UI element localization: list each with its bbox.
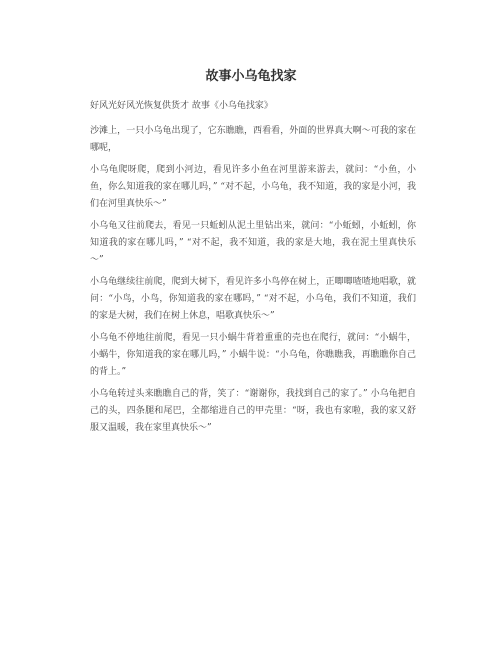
document-body [90,98,416,442]
paragraph-intro: 好风光好风光恢复供货才 故事《小乌龟找家》 [90,101,273,111]
paragraph: 小乌龟继续往前爬，爬到大树下，看见许多小鸟停在树上，正唧唧喳喳地唱歌，就问：“小鸟，小鸟，你知道我的家在哪吗，” “对不起，小乌龟，我们不知道，我们的家是大树，我们在树上休息，唱歌真快乐～” [90,277,416,321]
document-title: 故事小乌龟找家 [205,69,297,84]
paragraph: 沙滩上，一只小乌龟出现了，它东瞧瞧，西看看，外面的世界真大啊～可我的家在哪呢， [90,126,416,153]
paragraph: 小乌龟不停地往前爬，看见一只小蜗牛背着重重的壳也在爬行，就问：“小蜗牛，小蜗牛，你知道我的家在哪儿吗，” 小蜗牛说：“小乌龟，你瞧瞧我，再瞧瞧你自己的背上。” [90,333,416,377]
paragraph: 小乌龟转过头来瞧瞧自己的背，笑了：“谢谢你，我找到自己的家了。” 小乌龟把自己的头，四条腿和尾巴，全都缩进自己的甲壳里：“呀，我也有家啦，我的家又舒服又温暖，我在家里真快乐～” [90,389,416,433]
paragraph: 小乌龟爬呀爬，爬到小河边，看见许多小鱼在河里游来游去，就问：“小鱼，小鱼，你么知道我的家在哪儿吗，” “对不起，小乌龟，我不知道，我的家是小河，我们在河里真快乐～” [90,165,416,209]
paragraph: 小乌龟又往前爬去，看见一只蚯蚓从泥土里钻出来，就问：“小蚯蚓，小蚯蚓，你知道我的家在哪儿吗，” “对不起，我不知道，我的家是大地，我在泥土里真快乐～” [90,221,416,265]
